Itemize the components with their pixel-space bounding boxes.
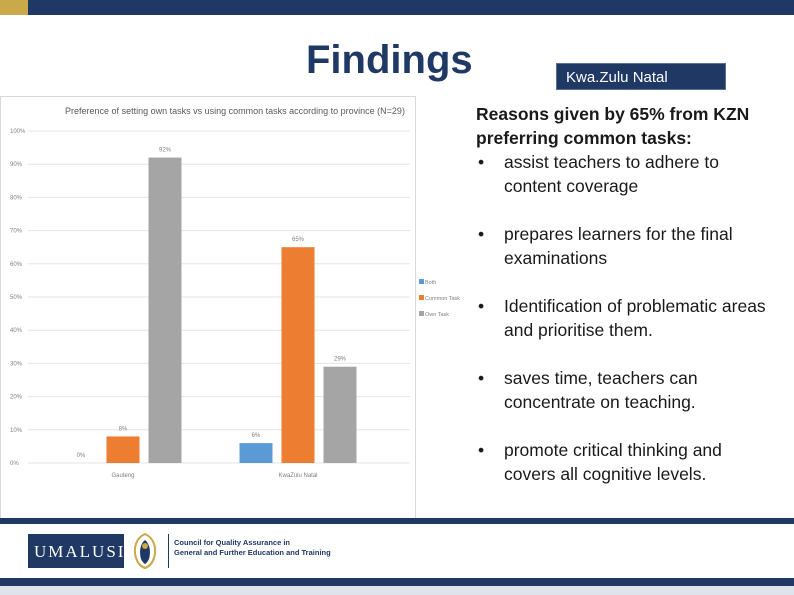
reason-item	[476, 438, 776, 486]
org-name	[174, 538, 331, 558]
emblem-icon	[128, 532, 162, 570]
bar	[240, 443, 273, 463]
province-label-box	[556, 63, 726, 90]
y-tick-label: 10%	[10, 427, 23, 434]
reason-text: saves time, teachers can concentrate on teaching.	[504, 368, 698, 412]
bar	[282, 247, 315, 463]
org-line-2: General and Further Education and Training	[174, 548, 331, 557]
x-tick-label: KwaZulu Natal	[278, 473, 318, 479]
data-label: 6%	[251, 433, 261, 440]
logo-text: UMALUSI	[34, 542, 126, 561]
top-bar	[0, 0, 794, 15]
reasons-heading: Reasons given by 65% from KZN preferring common tasks:	[476, 104, 750, 148]
reasons-panel	[476, 102, 776, 486]
footer-bottom-bar	[0, 578, 794, 586]
footer-base-strip	[0, 586, 794, 595]
reason-item	[476, 366, 776, 414]
bullet-icon: •	[478, 224, 485, 244]
bar	[149, 158, 182, 463]
x-tick-label: Gauteng	[111, 473, 135, 479]
bar	[107, 436, 140, 463]
reason-text: prepares learners for the final examinations	[504, 224, 733, 268]
reason-text: assist teachers to adhere to content coverage	[504, 152, 719, 196]
legend-label: Common Task	[425, 296, 461, 302]
data-label: 29%	[333, 356, 347, 363]
top-bar-accent	[0, 0, 28, 15]
reason-item	[476, 222, 776, 270]
y-tick-label: 100%	[10, 129, 26, 135]
legend-label: Both	[425, 280, 437, 286]
y-tick-label: 0%	[10, 461, 19, 467]
logo-divider	[168, 534, 169, 568]
bullet-icon: •	[478, 296, 485, 316]
data-label: 65%	[291, 237, 305, 244]
reason-item	[476, 294, 776, 342]
y-tick-label: 20%	[10, 394, 23, 401]
legend-swatch	[419, 311, 424, 316]
y-tick-label: 30%	[10, 361, 23, 368]
reason-item	[476, 150, 776, 198]
bullet-icon: •	[478, 440, 485, 460]
preference-bar-chart	[0, 96, 461, 520]
reason-text: promote critical thinking and covers all cognitive levels.	[504, 440, 722, 484]
y-tick-label: 80%	[10, 195, 23, 202]
y-tick-label: 40%	[10, 328, 23, 335]
umalusi-logo	[28, 534, 124, 568]
y-tick-label: 70%	[10, 228, 23, 235]
bullet-icon: •	[478, 152, 485, 172]
reason-text: Identification of problematic areas and prioritise them.	[504, 296, 766, 340]
data-label: 92%	[158, 147, 172, 154]
org-line-1: Council for Quality Assurance in	[174, 538, 290, 547]
legend-label: Own Task	[425, 312, 450, 318]
chart-container	[0, 96, 461, 520]
data-label: 8%	[118, 426, 128, 433]
chart-title: Preference of setting own tasks vs using common tasks according to province (N=29)	[65, 106, 405, 116]
bullet-icon: •	[478, 368, 485, 388]
y-tick-label: 60%	[10, 261, 23, 268]
slide-title: Findings	[306, 38, 473, 82]
data-label: 0%	[76, 453, 86, 459]
legend-swatch	[419, 279, 424, 284]
legend-swatch	[419, 295, 424, 300]
reasons-list	[476, 150, 776, 486]
province-label: Kwa.Zulu Natal	[566, 69, 668, 86]
bar	[324, 367, 357, 463]
y-tick-label: 50%	[10, 295, 23, 301]
y-tick-label: 90%	[10, 162, 23, 169]
